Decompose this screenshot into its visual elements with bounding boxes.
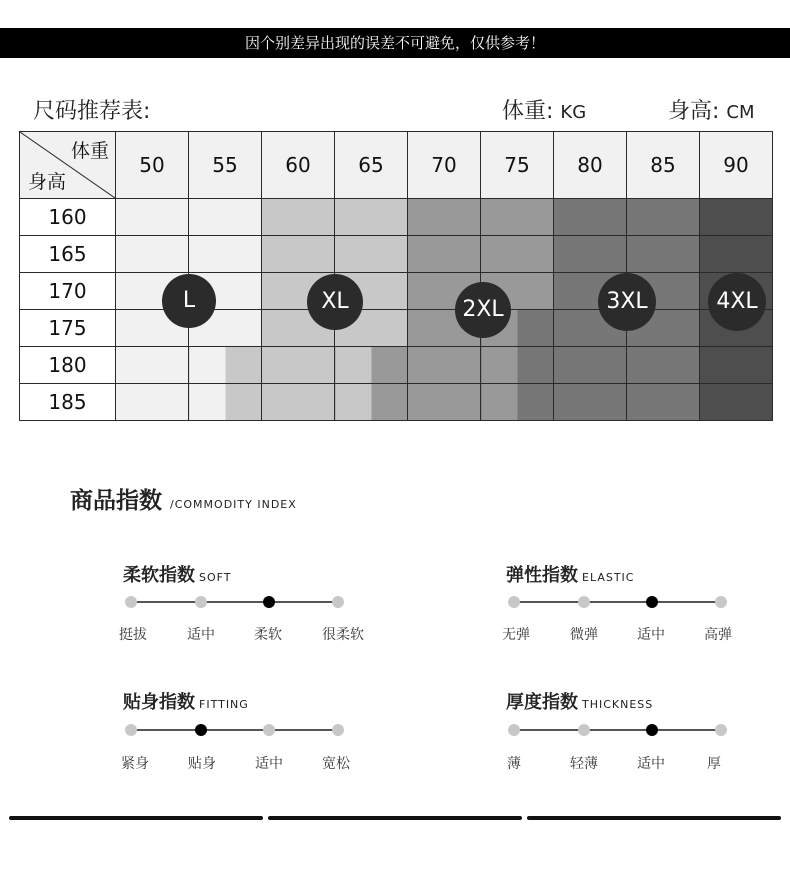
- weight-header: 90: [700, 132, 773, 199]
- size-cell: [554, 384, 627, 421]
- size-cell: [116, 236, 189, 273]
- metric-thickness-dot: [715, 724, 727, 736]
- metric-elastic-name: 弹性指数: [506, 565, 578, 586]
- divider-bar: [268, 816, 522, 820]
- height-header: 160: [20, 199, 116, 236]
- metric-soft: [123, 561, 232, 587]
- size-cell: [189, 236, 262, 273]
- size-cell: [700, 347, 773, 384]
- divider-bar: [527, 816, 781, 820]
- height-header: 170: [20, 273, 116, 310]
- metric-fitting-en: FITTING: [199, 698, 249, 711]
- size-cell: [408, 347, 481, 384]
- size-cell: [262, 384, 335, 421]
- size-cell: [408, 199, 481, 236]
- corner-cell: [20, 132, 116, 199]
- metric-soft-option: 适中: [187, 627, 215, 643]
- metric-elastic-dot: [578, 596, 590, 608]
- size-cell: [700, 236, 773, 273]
- metric-thickness-option: 轻薄: [570, 756, 598, 772]
- metric-soft-option: 挺拔: [119, 627, 147, 643]
- size-cell: [481, 384, 554, 421]
- size-badge-4xl: 4XL: [708, 273, 766, 331]
- metric-elastic-option: 适中: [637, 627, 665, 643]
- metric-soft-dot-selected: [263, 596, 275, 608]
- commodity-index-title-cn: 商品指数: [70, 488, 162, 514]
- weight-header: 85: [627, 132, 700, 199]
- size-cell: [627, 384, 700, 421]
- height-header: 180: [20, 347, 116, 384]
- size-cell: [116, 347, 189, 384]
- metric-elastic: [506, 561, 634, 587]
- size-cell: [335, 199, 408, 236]
- metric-fitting-option: 宽松: [322, 756, 350, 772]
- size-cell: [481, 347, 554, 384]
- corner-height-label: 身高: [28, 171, 67, 193]
- divider-bar: [9, 816, 263, 820]
- metric-thickness-dot-selected: [646, 724, 658, 736]
- metric-fitting-dot: [125, 724, 137, 736]
- metric-elastic-dot: [508, 596, 520, 608]
- size-cell: [262, 347, 335, 384]
- metric-fitting-option: 贴身: [188, 756, 216, 772]
- metric-thickness-option: 适中: [637, 756, 665, 772]
- height-header: 175: [20, 310, 116, 347]
- metric-elastic-line: [514, 601, 721, 603]
- metric-fitting-dot-selected: [195, 724, 207, 736]
- metric-thickness-option: 薄: [507, 756, 521, 772]
- height-unit-label: 身高:: [668, 99, 720, 124]
- size-cell: [481, 236, 554, 273]
- metric-soft-name: 柔软指数: [123, 565, 195, 586]
- size-cell: [554, 236, 627, 273]
- size-cell: [116, 199, 189, 236]
- height-unit-value: CM: [726, 102, 755, 123]
- weight-header: 55: [189, 132, 262, 199]
- metric-elastic-en: ELASTIC: [582, 571, 635, 584]
- metric-fitting-line: [131, 729, 338, 731]
- size-cell: [189, 199, 262, 236]
- weight-header: 65: [335, 132, 408, 199]
- height-header: 185: [20, 384, 116, 421]
- metric-soft-dot: [332, 596, 344, 608]
- size-badge-xl: XL: [307, 274, 363, 330]
- metric-fitting-option: 紧身: [121, 756, 149, 772]
- height-unit: [668, 94, 755, 125]
- metric-thickness-dot: [578, 724, 590, 736]
- metric-elastic-option: 无弹: [502, 627, 530, 643]
- metric-fitting-name: 贴身指数: [123, 692, 195, 713]
- size-cell: [481, 199, 554, 236]
- size-cell: [408, 384, 481, 421]
- metric-thickness-dot: [508, 724, 520, 736]
- size-cell: [335, 384, 408, 421]
- weight-header: 50: [116, 132, 189, 199]
- size-cell: [627, 199, 700, 236]
- metric-fitting-dot: [263, 724, 275, 736]
- metric-thickness-line: [514, 729, 721, 731]
- size-cell: [627, 347, 700, 384]
- metric-soft-option: 很柔软: [322, 627, 364, 643]
- metric-soft-dot: [195, 596, 207, 608]
- size-cell: [627, 236, 700, 273]
- metric-elastic-dot-selected: [646, 596, 658, 608]
- size-badge-2xl: 2XL: [455, 282, 511, 338]
- weight-unit: [502, 94, 586, 125]
- size-cell: [554, 347, 627, 384]
- metric-fitting-option: 适中: [255, 756, 283, 772]
- size-badge-3xl: 3XL: [598, 273, 656, 331]
- metric-soft-option: 柔软: [254, 627, 282, 643]
- weight-header: 75: [481, 132, 554, 199]
- size-badge-l: L: [162, 274, 216, 328]
- size-cell: [700, 199, 773, 236]
- weight-header: 70: [408, 132, 481, 199]
- metric-thickness-name: 厚度指数: [506, 692, 578, 713]
- size-cell: [116, 384, 189, 421]
- metric-elastic-dot: [715, 596, 727, 608]
- metric-thickness-en: THICKNESS: [582, 698, 654, 711]
- size-cell: [700, 384, 773, 421]
- size-cell: [189, 347, 262, 384]
- weight-unit-value: KG: [560, 102, 587, 123]
- metric-thickness-option: 厚: [707, 756, 721, 772]
- metric-fitting-dot: [332, 724, 344, 736]
- metric-thickness: [506, 688, 653, 714]
- weight-header: 60: [262, 132, 335, 199]
- commodity-index-title: [70, 482, 297, 515]
- size-cell: [554, 199, 627, 236]
- size-cell: [408, 236, 481, 273]
- commodity-index-title-en: /COMMODITY INDEX: [170, 498, 297, 511]
- disclaimer-banner: 因个别差异出现的误差不可避免，仅供参考！: [0, 28, 790, 58]
- metric-soft-en: SOFT: [199, 571, 232, 584]
- metric-soft-line: [131, 601, 338, 603]
- metric-fitting: [123, 688, 249, 714]
- size-cell: [262, 236, 335, 273]
- weight-header: 80: [554, 132, 627, 199]
- size-cell: [262, 199, 335, 236]
- size-chart-title: 尺码推荐表:: [33, 99, 151, 124]
- size-cell: [189, 384, 262, 421]
- size-table: [19, 131, 773, 421]
- metric-elastic-option: 微弹: [570, 627, 598, 643]
- metric-soft-dot: [125, 596, 137, 608]
- weight-unit-label: 体重:: [502, 99, 554, 124]
- height-header: 165: [20, 236, 116, 273]
- corner-weight-label: 体重: [70, 140, 109, 162]
- size-cell: [335, 236, 408, 273]
- metric-elastic-option: 高弹: [704, 627, 732, 643]
- size-cell: [335, 347, 408, 384]
